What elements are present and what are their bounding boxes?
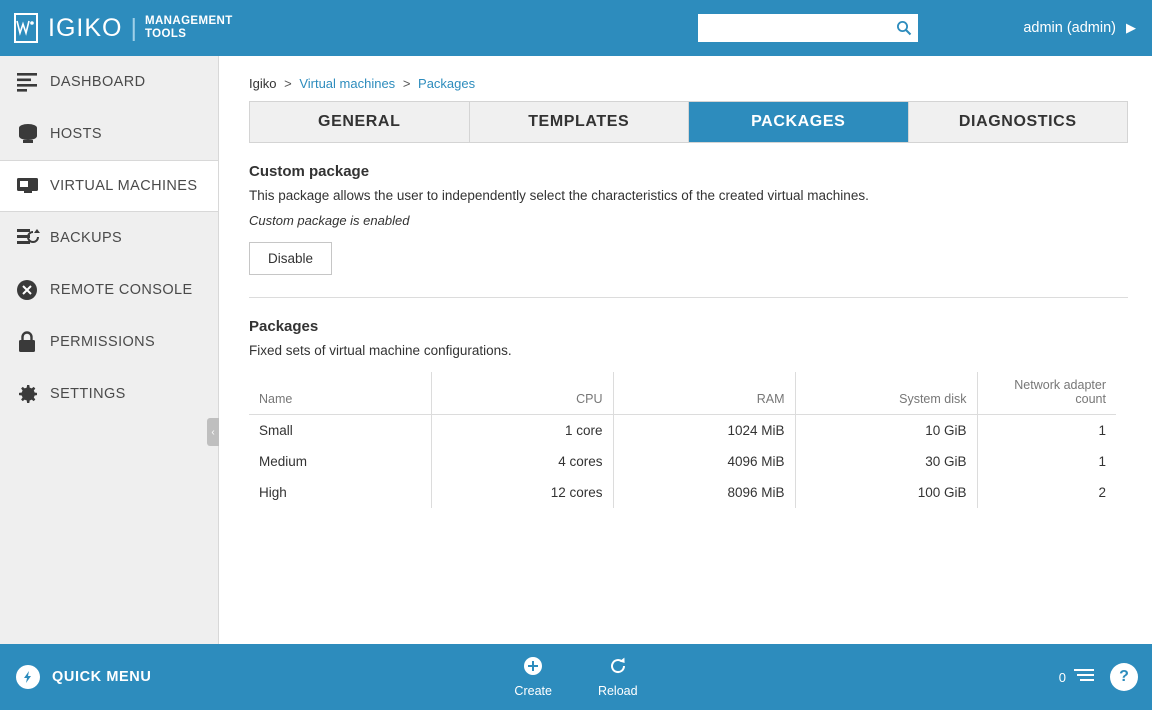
column-header-system-disk: System disk xyxy=(795,372,977,415)
breadcrumb xyxy=(219,56,1140,101)
sidebar-item-settings[interactable] xyxy=(0,368,218,420)
brand-subtitle: MANAGEMENT TOOLS xyxy=(144,15,233,40)
cell-nics: 1 xyxy=(1098,423,1106,438)
cell-name: High xyxy=(249,477,431,508)
footer-bar xyxy=(0,644,1152,710)
gear-icon xyxy=(16,382,50,406)
breadcrumb-root: Igiko xyxy=(249,76,277,91)
cell-ram: 8096 MiB xyxy=(613,477,795,508)
sidebar-item-dashboard[interactable] xyxy=(0,56,218,108)
cell-nics: 1 xyxy=(1098,454,1106,469)
custom-package-section xyxy=(249,143,1128,275)
sidebar-item-label: BACKUPS xyxy=(50,229,123,246)
lock-icon xyxy=(16,331,50,353)
sidebar-item-backups[interactable] xyxy=(0,212,218,264)
tab-packages[interactable]: PACKAGES xyxy=(689,102,909,142)
brand-name: IGIKO xyxy=(48,13,123,42)
sidebar-item-hosts[interactable] xyxy=(0,108,218,160)
plus-circle-icon xyxy=(523,656,543,681)
breadcrumb-link-virtual-machines[interactable]: Virtual machines xyxy=(299,76,396,91)
cell-name: Medium xyxy=(249,446,431,477)
table-row[interactable] xyxy=(249,477,1116,508)
custom-package-status: Custom package is enabled xyxy=(249,213,410,228)
igiko-logo-icon xyxy=(14,13,38,43)
cell-disk: 30 GiB xyxy=(795,446,977,477)
table-row[interactable] xyxy=(249,446,1116,477)
breadcrumb-link-packages[interactable]: Packages xyxy=(418,76,476,91)
search-input[interactable] xyxy=(698,15,890,41)
table-row[interactable] xyxy=(249,415,1116,447)
host-icon xyxy=(16,123,50,145)
help-icon: ? xyxy=(1119,668,1129,685)
cell-disk: 100 GiB xyxy=(795,477,977,508)
cell-ram: 1024 MiB xyxy=(613,415,795,447)
sidebar-item-label: REMOTE CONSOLE xyxy=(50,281,193,298)
tab-general[interactable]: GENERAL xyxy=(250,102,470,142)
dashboard-icon xyxy=(16,72,50,92)
monitor-icon xyxy=(16,175,50,197)
sidebar-item-label: VIRTUAL MACHINES xyxy=(50,178,198,194)
packages-section xyxy=(249,298,1128,508)
sidebar xyxy=(0,56,219,644)
sidebar-item-label: HOSTS xyxy=(50,125,102,142)
notification-count: 0 xyxy=(1058,669,1066,685)
chevron-left-icon: ‹ xyxy=(211,426,215,438)
cell-cpu: 12 cores xyxy=(431,477,613,508)
packages-table xyxy=(249,372,1116,508)
remote-console-icon xyxy=(16,279,50,301)
reload-button[interactable] xyxy=(598,656,638,698)
search-icon xyxy=(896,20,912,36)
custom-package-description: This package allows the user to independently select the characteristics of the created virtual machines. xyxy=(249,188,869,203)
tab-templates[interactable]: TEMPLATES xyxy=(470,102,690,142)
main-content xyxy=(219,56,1152,644)
top-bar xyxy=(0,0,1152,56)
user-menu[interactable] xyxy=(1023,0,1136,56)
quick-menu-label: QUICK MENU xyxy=(52,669,152,685)
cell-cpu: 4 cores xyxy=(431,446,613,477)
table-header-row xyxy=(249,372,1116,415)
sidebar-item-label: SETTINGS xyxy=(50,385,126,402)
sidebar-item-label: PERMISSIONS xyxy=(50,333,156,350)
cell-disk: 10 GiB xyxy=(795,415,977,447)
help-button[interactable] xyxy=(1110,663,1138,691)
cell-ram: 4096 MiB xyxy=(613,446,795,477)
list-icon xyxy=(1074,667,1096,688)
backup-icon xyxy=(16,227,50,249)
sidebar-collapse-handle[interactable] xyxy=(207,418,219,446)
column-header-network-adapter-count: Network adapter count xyxy=(977,372,1116,415)
breadcrumb-separator: > xyxy=(402,76,411,91)
breadcrumb-separator: > xyxy=(284,76,292,91)
brand-divider: | xyxy=(130,13,137,42)
cell-nics: 2 xyxy=(1098,485,1106,500)
search-box[interactable] xyxy=(698,14,918,42)
packages-description: Fixed sets of virtual machine configurations. xyxy=(249,343,512,358)
footer-right xyxy=(1059,663,1138,691)
sidebar-item-label: DASHBOARD xyxy=(50,73,146,90)
body xyxy=(0,56,1152,644)
tab-bar xyxy=(249,101,1128,143)
reload-icon xyxy=(608,656,628,681)
search-button[interactable] xyxy=(890,14,918,42)
tab-diagnostics[interactable]: DIAGNOSTICS xyxy=(909,102,1128,142)
packages-title: Packages xyxy=(249,318,319,335)
reload-label: Reload xyxy=(597,684,638,698)
sidebar-item-virtual-machines[interactable] xyxy=(0,160,218,212)
footer-actions xyxy=(0,656,1152,698)
disable-button[interactable]: Disable xyxy=(249,242,332,275)
column-header-name: Name xyxy=(249,372,431,415)
cell-name: Small xyxy=(249,415,431,447)
user-label: admin (admin) xyxy=(1023,20,1116,36)
create-button[interactable] xyxy=(514,656,552,698)
sidebar-item-permissions[interactable] xyxy=(0,316,218,368)
sidebar-item-remote-console[interactable] xyxy=(0,264,218,316)
column-header-cpu: CPU xyxy=(431,372,613,415)
cell-cpu: 1 core xyxy=(431,415,613,447)
column-header-ram: RAM xyxy=(613,372,795,415)
chevron-right-icon: ▶ xyxy=(1126,20,1136,35)
custom-package-title: Custom package xyxy=(249,163,370,180)
create-label: Create xyxy=(514,684,552,698)
notifications-button[interactable] xyxy=(1059,667,1096,688)
brand-logo[interactable] xyxy=(0,13,233,43)
